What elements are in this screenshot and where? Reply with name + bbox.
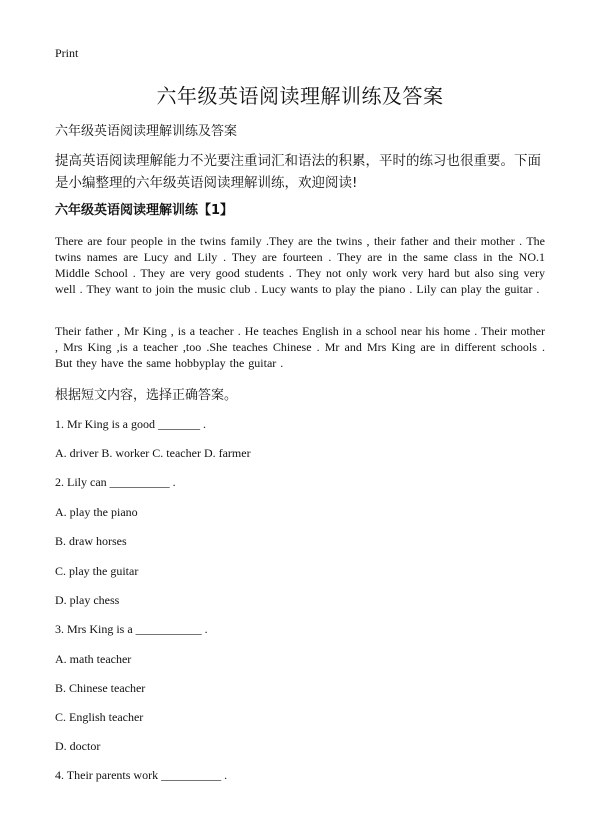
question-2-option-a: A. play the piano [55, 505, 138, 519]
question-4: 4. Their parents work __________ . [55, 768, 228, 782]
instruction-text: 根据短文内容，选择正确答案。 [55, 388, 238, 403]
subtitle: 六年级英语阅读理解训练及答案 [55, 124, 238, 139]
question-3-option-c: C. English teacher [55, 710, 144, 724]
passage-paragraph-2: Their father , Mr King , is a teacher . He teaches English in a school near his home . Their mother , Mrs King ,is a teacher ,too .She teaches Chinese . Mr and Mrs King are in different schools . But they have the same hobbyplay the guitar . [55, 324, 545, 370]
question-2-option-b: B. draw horses [55, 534, 127, 548]
question-3-option-b: B. Chinese teacher [55, 681, 146, 695]
passage-paragraph-1: There are four people in the twins family .They are the twins , their father and their mother . The twins names are Lucy and Lily . They are fourteen . They are in the same class in the NO.1 Middle School . They are very good students . They not only work very hard but also sing very well . They want to join the music club . Lucy wants to play the piano . Lily can play the guitar . [55, 234, 545, 296]
question-3-option-d: D. doctor [55, 739, 101, 753]
question-3-option-a: A. math teacher [55, 652, 132, 666]
question-2-option-d: D. play chess [55, 593, 120, 607]
question-3: 3. Mrs King is a ___________ . [55, 622, 208, 636]
question-2: 2. Lily can __________ . [55, 475, 176, 489]
section-heading: 六年级英语阅读理解训练【1】 [55, 203, 234, 218]
question-1-options: A. driver B. worker C. teacher D. farmer [55, 446, 251, 460]
question-2-option-c: C. play the guitar [55, 564, 139, 578]
question-1: 1. Mr King is a good _______ . [55, 417, 206, 431]
page-title: 六年级英语阅读理解训练及答案 [156, 84, 444, 108]
print-link[interactable]: Print [55, 46, 79, 60]
intro-text: 提高英语阅读理解能力不光要注重词汇和语法的积累，平时的练习也很重要。下面是小编整理的六年级英语阅读理解训练，欢迎阅读! [55, 153, 541, 191]
